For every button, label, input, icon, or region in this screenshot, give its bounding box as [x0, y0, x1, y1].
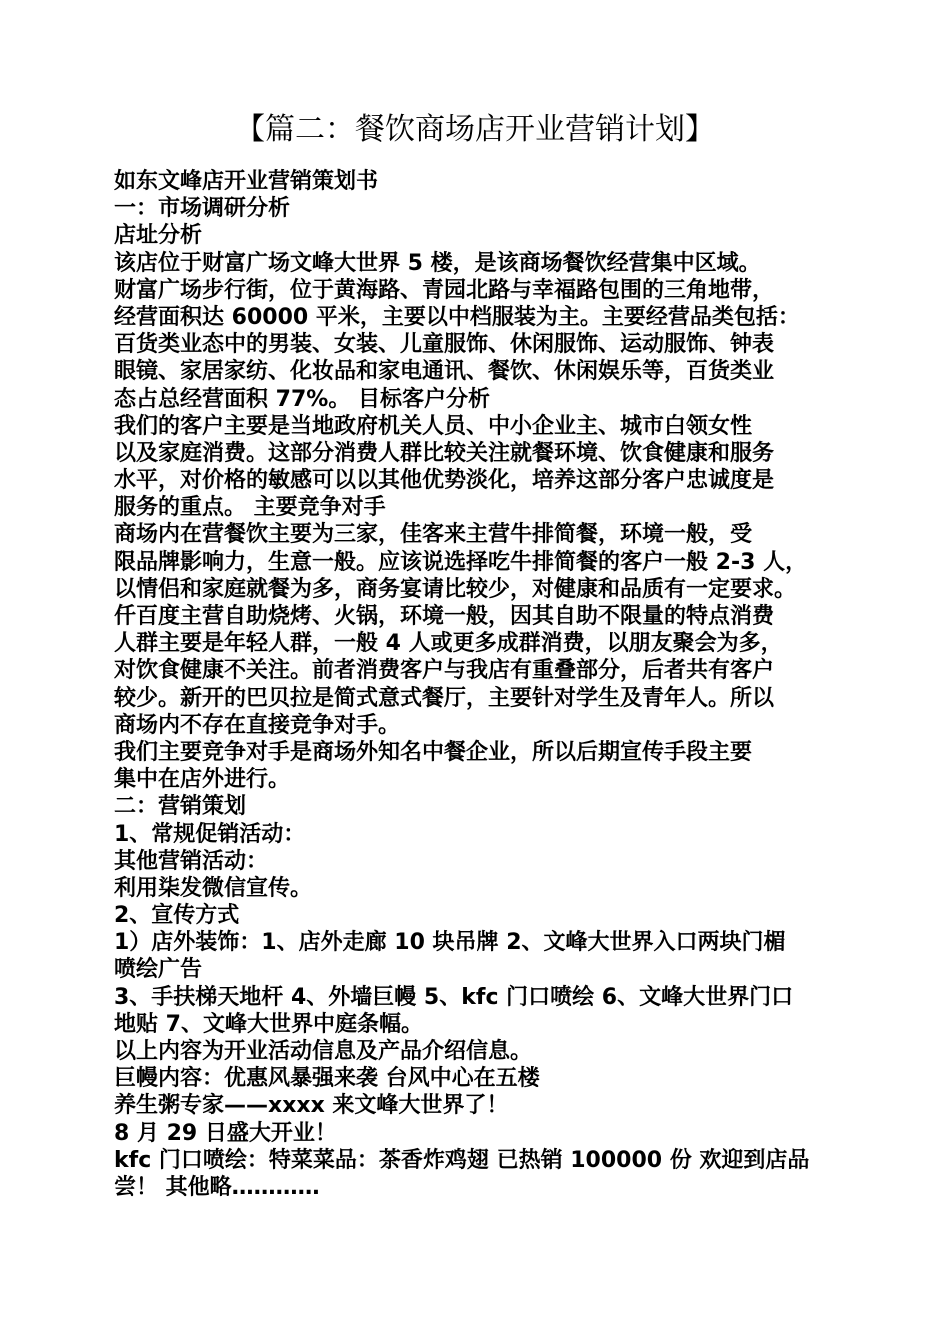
text-line: 该店位于财富广场文峰大世界 5 楼，是该商场餐饮经营集中区域。 — [114, 250, 761, 276]
text-line: 如东文峰店开业营销策划书 — [114, 169, 379, 194]
text-line: 3、手扶梯天地杆 4、外墙巨幔 5、kfc 门口喷绘 6、文峰大世界门口 — [114, 984, 794, 1010]
text-line: 水平，对价格的敏感可以以其他优势淡化，培养这部分客户忠诚度是 — [114, 468, 775, 494]
text-line: 较少。新开的巴贝拉是简式意式餐厅，主要针对学生及青年人。所以 — [114, 685, 775, 711]
text-line: 商场内在营餐饮主要为三家，佳客来主营牛排简餐，环境一般，受 — [114, 522, 753, 548]
text-line: 8 月 29 日盛大开业！ — [114, 1120, 337, 1146]
document-title: 【篇二：餐饮商场店开业营销计划】 — [235, 112, 715, 147]
text-line: 集中在店外进行。 — [114, 767, 291, 793]
text-line: 以及家庭消费。这部分消费人群比较关注就餐环境、饮食健康和服务 — [114, 440, 775, 466]
text-line: 我们的客户主要是当地政府机关人员、中小企业主、城市白领女性 — [114, 413, 753, 439]
text-line: 以上内容为开业活动信息及产品介绍信息。 — [114, 1039, 533, 1064]
text-line: 经营面积达 60000 平米，主要以中档服装为主。主要经营品类包括： — [114, 304, 800, 330]
text-line: 二：营销策划 — [114, 794, 247, 820]
text-line: 对饮食健康不关注。前者消费客户与我店有重叠部分，后者共有客户 — [114, 658, 775, 684]
text-line: 一：市场调研分析 — [114, 196, 291, 222]
document-body — [114, 168, 850, 1201]
text-line: 人群主要是年轻人群，一般 4 人或更多成群消费，以朋友聚会为多， — [114, 631, 783, 657]
text-line: 利用柒发微信宣传。 — [114, 875, 313, 901]
text-line: 百货类业态中的男装、女装、儿童服饰、休闲服饰、运动服饰、钟表 — [114, 332, 775, 358]
text-line: 店址分析 — [114, 223, 203, 249]
text-line: 1、常规促销活动： — [114, 821, 306, 847]
text-line: 眼镜、家居家纺、化妆品和家电通讯、餐饮、休闲娱乐等，百货类业 — [114, 359, 775, 385]
text-line: 尝！ 其他略………… — [114, 1174, 320, 1200]
text-line: 喷绘广告 — [114, 957, 203, 983]
text-line: 养生粥专家——xxxx 来文峰大世界了！ — [114, 1093, 509, 1119]
text-line: 财富广场步行街，位于黄海路、青园北路与幸福路包围的三角地带， — [114, 277, 775, 303]
text-line: 地贴 7、文峰大世界中庭条幅。 — [114, 1011, 423, 1037]
text-line: 仟百度主营自助烧烤、火锅，环境一般，因其自助不限量的特点消费 — [114, 604, 775, 629]
text-line: 态占总经营面积 77%。 目标客户分析 — [114, 386, 490, 412]
text-line: 1）店外装饰：1、店外走廊 10 块吊牌 2、文峰大世界入口两块门楣 — [114, 930, 786, 956]
text-line: 商场内不存在直接竞争对手。 — [114, 712, 401, 738]
text-line: 2、宣传方式 — [114, 903, 240, 929]
text-line: 其他营销活动： — [114, 848, 269, 874]
text-line: 以情侣和家庭就餐为多，商务宴请比较少，对健康和品质有一定要求。 — [114, 576, 797, 602]
text-line: 服务的重点。 主要竞争对手 — [114, 495, 386, 521]
text-line: 巨幔内容：优惠风暴强来袭 台风中心在五楼 — [114, 1066, 540, 1092]
text-line: kfc 门口喷绘：特菜菜品：茶香炸鸡翅 已热销 100000 份 欢迎到店品 — [114, 1147, 810, 1173]
text-line: 限品牌影响力，生意一般。应该说选择吃牛排简餐的客户一般 2-3 人， — [114, 549, 808, 575]
text-line: 我们主要竞争对手是商场外知名中餐企业，所以后期宣传手段主要 — [114, 739, 753, 765]
